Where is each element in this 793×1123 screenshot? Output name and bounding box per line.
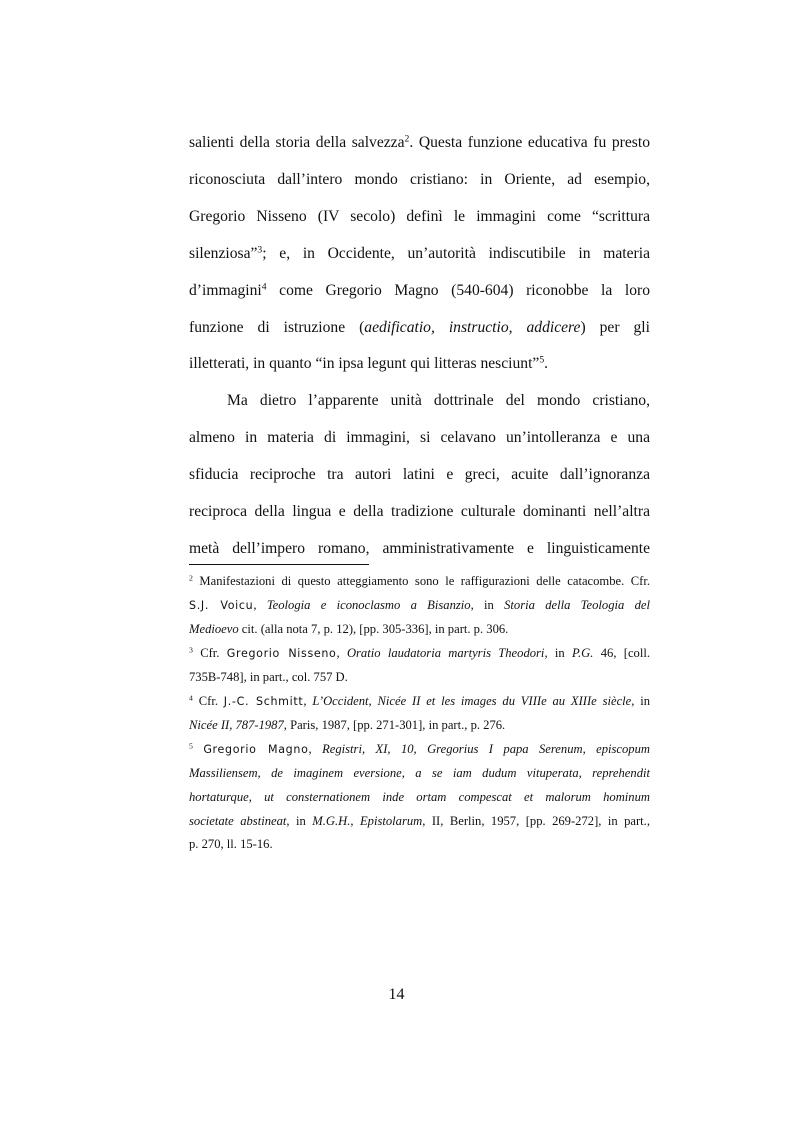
body-line-4: silenziosa”$^3$; e, in Occidente, un’autorità indiscutibile in materia bbox=[189, 244, 650, 262]
footnote-4-line-2: Nicée II, 787-1987, Paris, 1987, [pp. 271-301], in part., p. 276. bbox=[189, 718, 506, 732]
body-line-2: riconosciuta dall’intero mondo cristiano: in Oriente, ad esempio, bbox=[189, 171, 650, 188]
footnote-number-3: 3 bbox=[189, 645, 193, 655]
footnote-2-line-2: S.J. Voicu, Teologia e iconoclasmo a Bisanzio, in Storia della Teologia del bbox=[189, 598, 650, 612]
body-line-6: funzione di istruzione (aedificatio, instructio, addicere) per gli bbox=[189, 319, 650, 336]
footnote-ref-3[interactable]: 3 bbox=[257, 244, 263, 256]
footnote-ref-4[interactable]: 4 bbox=[261, 281, 267, 293]
footnote-3-line-1: $^3$ Cfr. Gregorio Nisseno, Oratio laudatoria martyris Theodori, in P.G. 46, [coll. bbox=[189, 645, 650, 660]
body-line-11: reciproca della lingua e della tradizione culturale dominanti nell’altra bbox=[189, 503, 650, 520]
footnote-5-line-3: hortaturque, ut consternationem inde ortam compescat et malorum hominum bbox=[189, 790, 650, 804]
body-line-9: almeno in materia di immagini, si celavano un’intolleranza e una bbox=[189, 429, 650, 446]
body-line-10: sfiducia reciproche tra autori latini e greci, acuite dall’ignoranza bbox=[189, 466, 650, 483]
footnote-2-line-1: $^2$ Manifestazioni di questo atteggiamento sono le raffigurazioni delle catacombe. Cfr. bbox=[189, 573, 650, 588]
footnote-2-line-3: Medioevo cit. (alla nota 7, p. 12), [pp. 305-336], in part. p. 306. bbox=[189, 622, 509, 636]
footnote-5-line-2: Massiliensem, de imaginem eversione, a se iam dudum vituperata, reprehendit bbox=[189, 766, 650, 780]
page-number: 14 bbox=[388, 986, 405, 1003]
footnote-5-line-5: p. 270, ll. 15-16. bbox=[189, 837, 273, 851]
body-line-3: Gregorio Nisseno (IV secolo) definì le immagini come “scrittura bbox=[189, 208, 650, 225]
footnote-number-2: 2 bbox=[189, 573, 193, 583]
footnote-ref-5[interactable]: 5 bbox=[539, 354, 545, 366]
footnote-number-5: 5 bbox=[189, 741, 193, 751]
footnote-5-line-4: societate abstineat, in M.G.H., Epistolarum, II, Berlin, 1957, [pp. 269-272], in part., bbox=[189, 814, 650, 828]
footnote-number-4: 4 bbox=[189, 693, 193, 703]
body-line-1: salienti della storia della salvezza$^2$. Questa funzione educativa fu presto bbox=[189, 133, 650, 151]
footnote-separator bbox=[189, 564, 369, 565]
footnote-3-line-2: 735B-748], in part., col. 757 D. bbox=[189, 670, 348, 684]
body-line-5: d’immagini$^4$ come Gregorio Magno (540-604) riconobbe la loro bbox=[189, 281, 650, 299]
body-line-8: Ma dietro l’apparente unità dottrinale del mondo cristiano, bbox=[227, 392, 650, 409]
body-line-12: metà dell’impero romano, amministrativamente e linguisticamente bbox=[189, 540, 650, 557]
footnote-ref-2[interactable]: 2 bbox=[404, 133, 410, 145]
footnote-4-line-1: $^4$ Cfr. J.-C. Schmitt, L’Occident, Nicée II et les images du VIIIe au XIIIe siècle, in bbox=[189, 693, 651, 708]
body-line-7: illetterati, in quanto “in ipsa legunt qui litteras nesciunt”$^5$. bbox=[189, 354, 549, 372]
footnote-5-line-1: $^5$ Gregorio Magno, Registri, XI, 10, Gregorius I papa Serenum, episcopum bbox=[189, 741, 650, 756]
